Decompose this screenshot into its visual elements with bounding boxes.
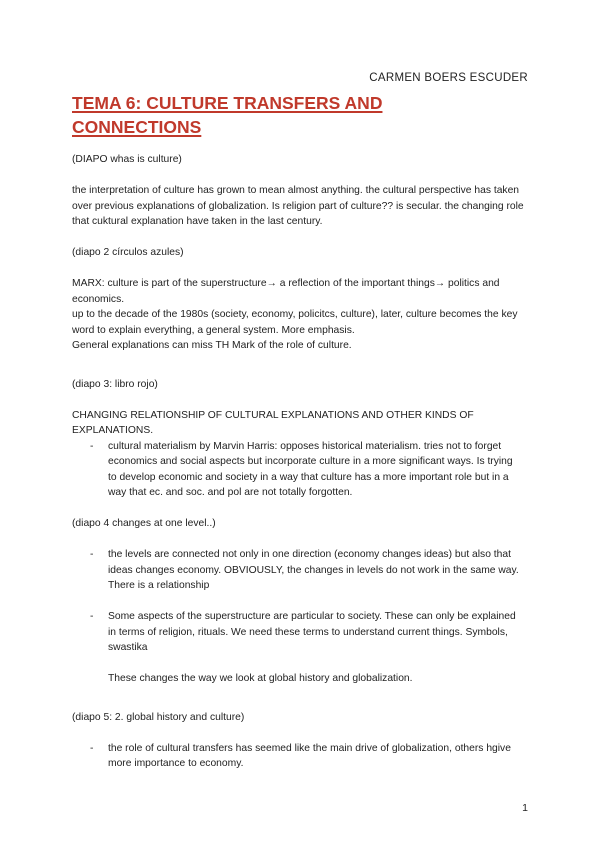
list-item xyxy=(72,547,532,594)
slide-label: (diapo 5: 2. global history and culture) xyxy=(72,711,245,723)
list-item xyxy=(72,741,532,772)
bullet-dash: - xyxy=(90,549,94,560)
author-name: CARMEN BOERS ESCUDER xyxy=(369,72,528,84)
slide-label: (diapo 3: libro rojo) xyxy=(72,378,158,390)
list-item-text: the role of cultural transfers has seemed like the main drive of globalization, others hgive more importance to economy. xyxy=(108,742,511,769)
bullet-list xyxy=(72,439,532,501)
paragraph: MARX: culture is part of the superstructure→ a reflection of the important things→ politics and economics. xyxy=(72,278,500,305)
page-title: TEMA 6: CULTURE TRANSFERS AND CONNECTIONS xyxy=(72,93,383,137)
bullet-dash: - xyxy=(90,440,94,452)
paragraph: General explanations can miss TH Mark of the role of culture. xyxy=(72,340,352,351)
list-item-text: the levels are connected not only in one direction (economy changes ideas) but also that ideas changes economy. OBVIOUSLY, the changes in levels do not work in the same way. There is a relationship xyxy=(108,549,519,591)
paragraph: the interpretation of culture has grown to mean almost anything. the cultural perspective has taken over previous explanations of globalization. Is religion part of culture?? is secular. the changing role that cuktural explanation have taken in the last century. xyxy=(72,185,524,227)
bullet-dash: - xyxy=(90,742,94,754)
list-item xyxy=(72,439,532,501)
bullet-list xyxy=(72,609,532,656)
slide-label: (diapo 2 círculos azules) xyxy=(72,247,184,258)
bullet-dash: - xyxy=(90,611,94,622)
slide-label: (DIAPO whas is culture) xyxy=(72,154,182,165)
paragraph: up to the decade of the 1980s (society, economy, policitcs, culture), later, culture becomes the key word to explain everything, a general system. More emphasis. xyxy=(72,309,518,336)
list-item-text: cultural materialism by Marvin Harris: opposes historical materialism. tries not to forget economics and social aspects but incorporate culture in a more significant ways. Is trying to develop economic and society in a way that culture has a more important role but in a way that ec. and soc. and pol are not totally forgotten. xyxy=(108,440,513,498)
bullet-list xyxy=(72,547,532,594)
bullet-list xyxy=(72,741,532,772)
list-item xyxy=(72,609,532,656)
list-item-text: Some aspects of the superstructure are particular to society. These can only be explained in terms of religion, rituals. We need these terms to understand current things. Symbols, swastika xyxy=(108,611,516,653)
section-heading: CHANGING RELATIONSHIP OF CULTURAL EXPLANATIONS AND OTHER KINDS OF EXPLANATIONS. xyxy=(72,409,474,436)
document-body xyxy=(72,152,532,772)
indented-note: These changes the way we look at global history and globalization. xyxy=(108,673,413,684)
page-number: 1 xyxy=(522,802,528,814)
slide-label: (diapo 4 changes at one level..) xyxy=(72,518,216,529)
